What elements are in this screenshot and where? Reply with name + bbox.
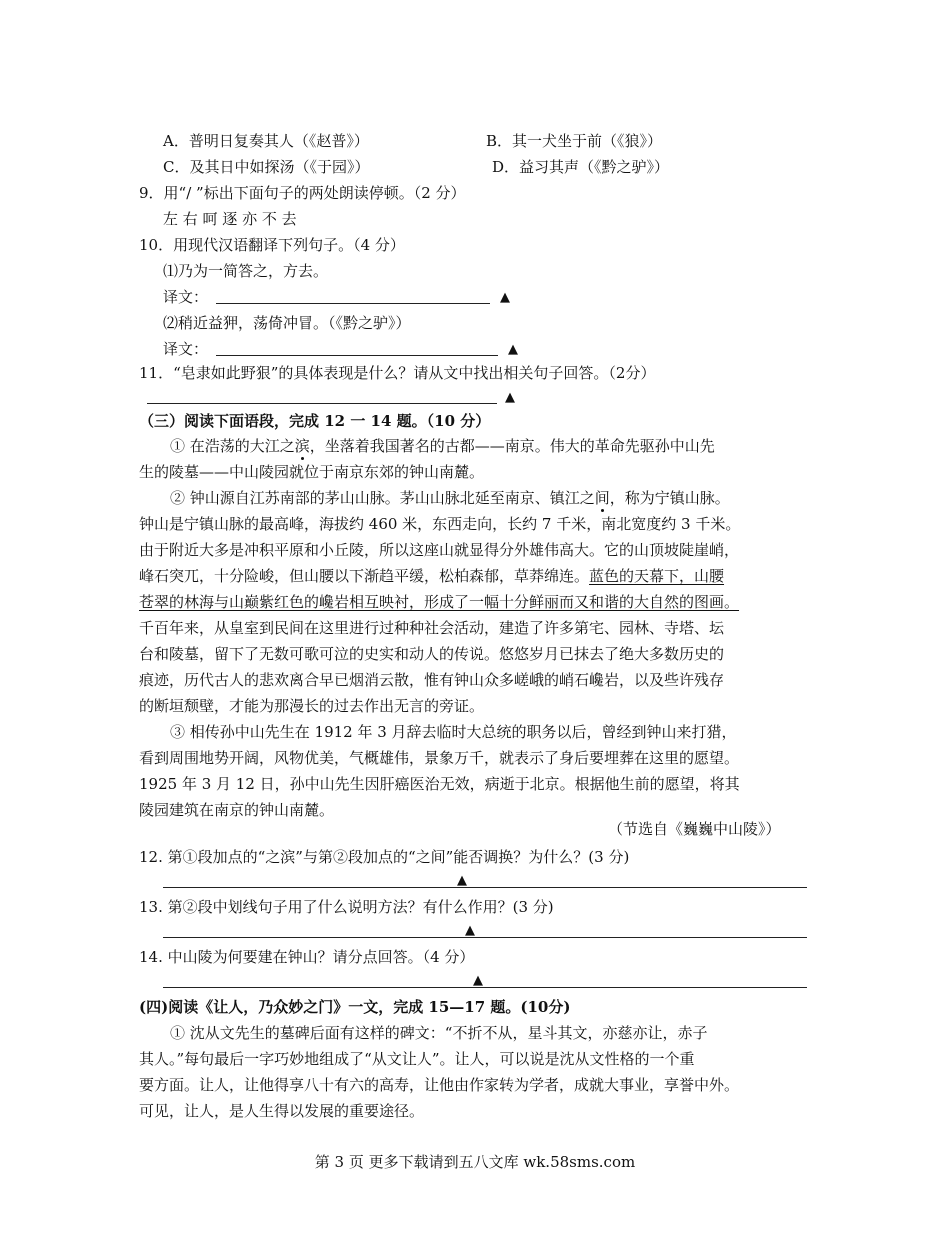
s3-p3-line-2: 看到周围地势开阔，风物优美，气概雄伟，景象万千，就表示了身后要埋葬在这里的愿望。 xyxy=(139,749,740,767)
q13-answer-line[interactable] xyxy=(163,918,807,938)
emphasis-dot-jian: 间 xyxy=(594,489,610,507)
s4-line-4: 可见，让人，是人生得以发展的重要途径。 xyxy=(139,1102,425,1120)
answer-triangle-icon: ▲ xyxy=(457,873,467,888)
s3-source: （节选自《巍巍中山陵》） xyxy=(608,820,781,838)
q12-answer-line[interactable] xyxy=(163,868,807,888)
underlined-sentence-end: 苍翠的林海与山巅紫红色的巉岩相互映衬，形成了一幅十分鲜丽而又和谐的大自然的图画 xyxy=(139,593,725,611)
s3-p2-line-4: 峰石突兀，十分险峻，但山腰以下渐趋平缓，松柏森郁，草莽绵连。蓝色的天幕下，山腰 xyxy=(139,567,725,585)
page-footer: 第 3 页 更多下载请到五八文库 wk.58sms.com xyxy=(314,1153,636,1171)
s3-p1-line-2: 生的陵墓——中山陵园就位于南京东郊的钟山南麓。 xyxy=(139,463,485,481)
q8-option-b: B．其一犬坐于前（《狼》） xyxy=(486,132,663,150)
answer-triangle-icon: ▲ xyxy=(465,923,475,938)
section-4-heading: (四)阅读《让人，乃众妙之门》一文，完成 15—17 题。(10分) xyxy=(139,998,571,1016)
q10-prompt: 10．用现代汉语翻译下列句子。（4 分） xyxy=(139,236,405,254)
q12-prompt: 12. 第①段加点的“之滨”与第②段加点的“之间”能否调换？为什么？(3 分) xyxy=(139,848,630,866)
q13-prompt: 13. 第②段中划线句子用了什么说明方法？有什么作用？(3 分) xyxy=(139,898,554,916)
q10-answer-line-1[interactable] xyxy=(216,284,510,305)
emphasis-dot-bin: 滨 xyxy=(294,437,310,455)
q11-prompt: 11．“皂隶如此野狠”的具体表现是什么？请从文中找出相关句子回答。（2分） xyxy=(139,364,656,382)
answer-triangle-icon: ▲ xyxy=(473,973,483,988)
q11-answer-line[interactable] xyxy=(147,384,515,405)
q8-option-d: D．益习其声（《黔之驴》） xyxy=(492,158,670,176)
s3-p3-line-1: ③ 相传孙中山先生在 1912 年 3 月辞去临时大总统的职务以后，曾经到钟山来打猎， xyxy=(170,723,737,741)
q10-translate-label-2: 译文： xyxy=(163,340,209,358)
s3-p2-line-7: 台和陵墓，留下了无数可歌可泣的史实和动人的传说。悠悠岁月已抹去了绝大多数历史的 xyxy=(139,645,725,663)
answer-triangle-icon: ▲ xyxy=(505,390,515,405)
section-3-heading: （三）阅读下面语段，完成 12 一 14 题。（10 分） xyxy=(139,412,491,430)
q9-sentence: 左 右 呵 逐 亦 不 去 xyxy=(163,210,297,228)
s3-p1-line-1: ① 在浩荡的大江之滨，坐落着我国著名的古都——南京。伟大的革命先驱孙中山先 xyxy=(170,437,715,455)
s3-p2-line-6: 千百年来，从皇室到民间在这里进行过种种社会活动，建造了许多第宅、园林、寺塔、坛 xyxy=(139,619,725,637)
q10-translate-label-1: 译文： xyxy=(163,288,209,306)
q9-prompt: 9．用“/ ”标出下面句子的两处朗读停顿。（2 分） xyxy=(139,184,466,202)
q8-option-a: A．普明日复奏其人（《赵普》） xyxy=(163,132,369,150)
q8-option-c: C．及其日中如探汤（《于园》） xyxy=(163,158,370,176)
underlined-sentence-start: 蓝色的天幕下，山腰 xyxy=(589,567,725,585)
s3-p2-line-1: ② 钟山源自江苏南部的茅山山脉。茅山山脉北延至南京、镇江之间，称为宁镇山脉。 xyxy=(170,489,730,507)
s4-line-3: 要方面。让人，让他得享八十有六的高寿，让他由作家转为学者，成就大事业，享誉中外。 xyxy=(139,1076,740,1094)
s3-p2-line-3: 由于附近大多是冲积平原和小丘陵，所以这座山就显得分外雄伟高大。它的山顶坡陡崖峭， xyxy=(139,541,740,559)
s3-p3-line-3: 1925 年 3 月 12 日，孙中山先生因肝癌医治无效，病逝于北京。根据他生前的愿望，将其 xyxy=(139,775,740,793)
s3-p2-line-5: 苍翠的林海与山巅紫红色的巉岩相互映衬，形成了一幅十分鲜丽而又和谐的大自然的图画。 xyxy=(139,593,740,611)
s3-p2-line-8: 痕迹，历代古人的悲欢离合早已烟消云散，惟有钟山众多嵯峨的峭石巉岩，以及些许残存 xyxy=(139,671,725,689)
s3-p2-line-2: 钟山是宁镇山脉的最高峰，海拔约 460 米，东西走向，长约 7 千米，南北宽度约 3 千米。 xyxy=(139,515,741,533)
s4-line-2: 其人。”每句最后一字巧妙地组成了“从文让人”。让人，可以说是沈从文性格的一个重 xyxy=(139,1050,695,1068)
s3-p2-line-9: 的断垣颓壁，才能为那漫长的过去作出无言的旁证。 xyxy=(139,697,485,715)
answer-triangle-icon: ▲ xyxy=(508,342,518,357)
s4-line-1: ① 沈从文先生的墓碑后面有这样的碑文：“不折不从，星斗其文，亦慈亦让，赤子 xyxy=(170,1024,708,1042)
q10-item-2: ⑵稍近益狎，荡倚冲冒。（《黔之驴》） xyxy=(163,314,411,332)
q14-prompt: 14. 中山陵为何要建在钟山？请分点回答。（4 分） xyxy=(139,948,475,966)
q10-item-1: ⑴乃为一简答之，方去。 xyxy=(163,262,329,280)
q14-answer-line[interactable] xyxy=(163,968,807,988)
answer-triangle-icon: ▲ xyxy=(500,290,510,305)
q10-answer-line-2[interactable] xyxy=(216,336,518,357)
s3-p3-line-4: 陵园建筑在南京的钟山南麓。 xyxy=(139,801,335,819)
